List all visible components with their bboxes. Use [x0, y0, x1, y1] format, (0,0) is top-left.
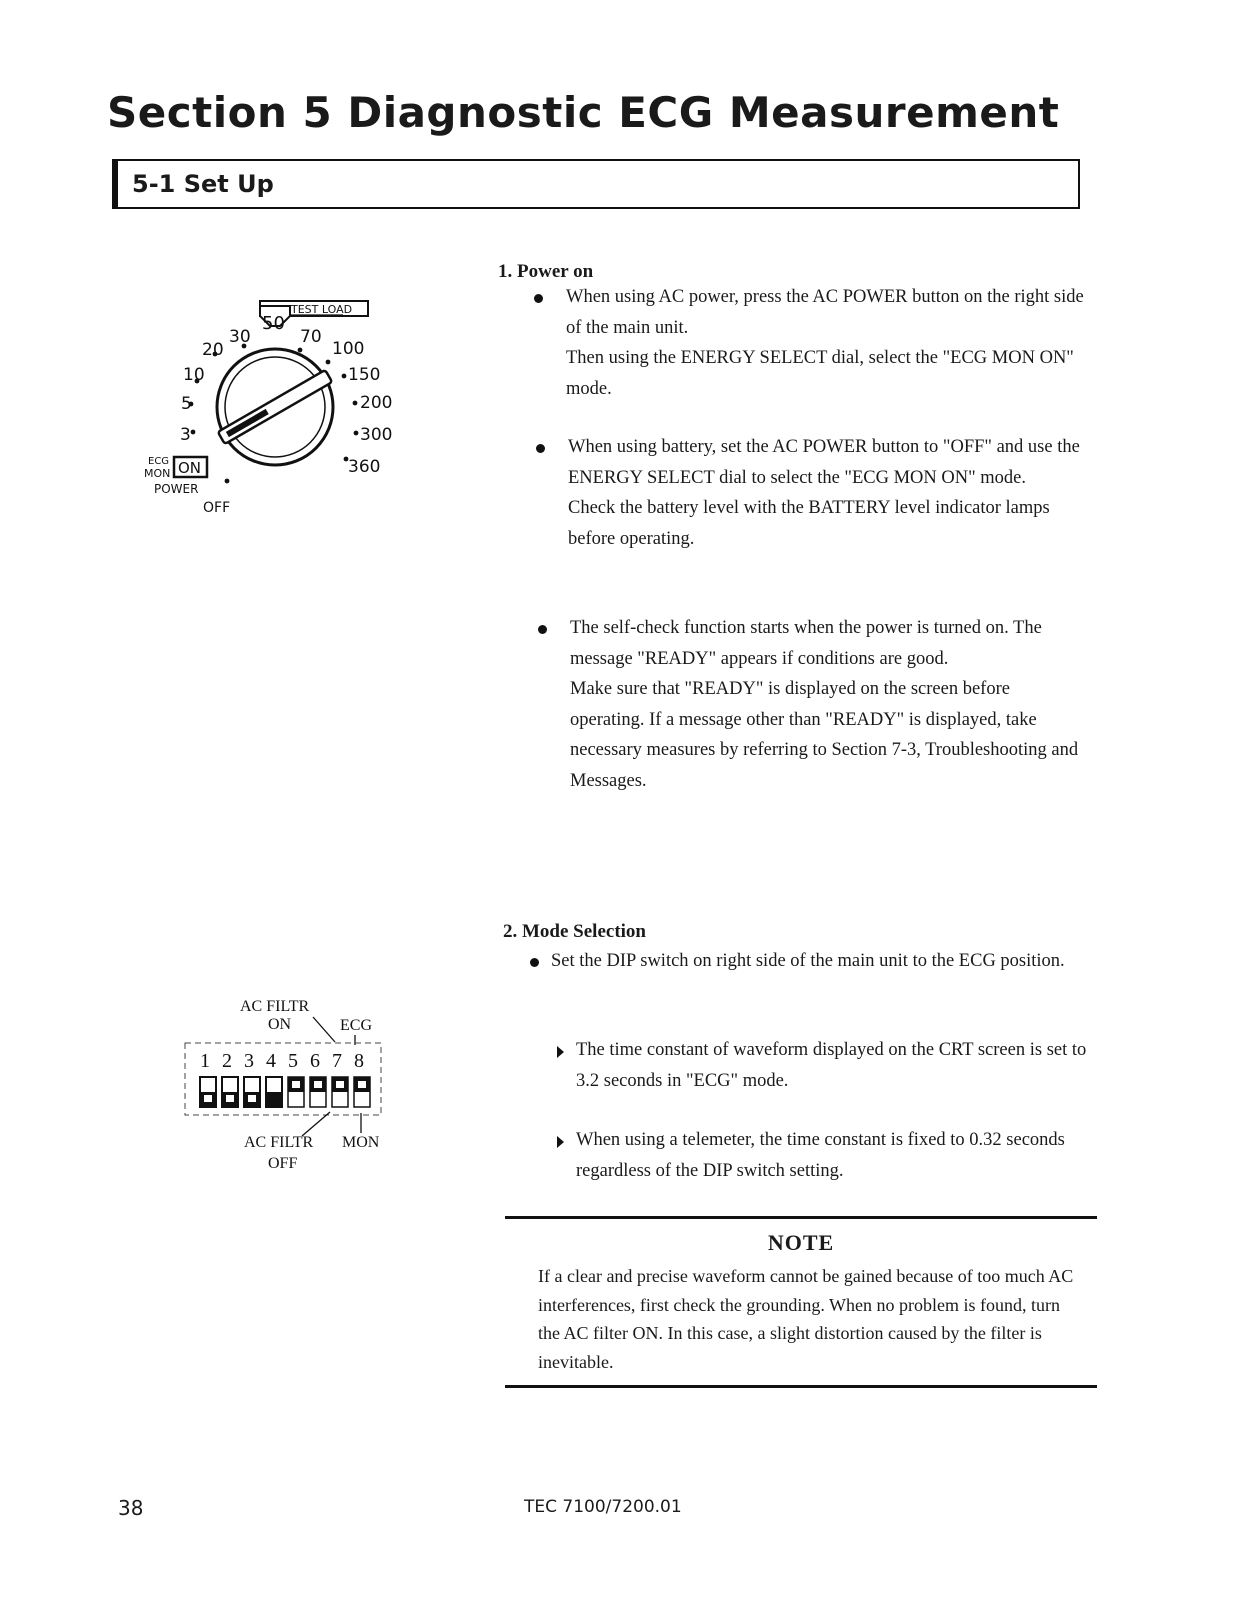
dial-value-70: 70 — [300, 327, 322, 347]
step1-bullet-1-text-2: Then using the ENERGY SELECT dial, select the "ECG MON ON" mode. — [566, 348, 1074, 399]
step2-subitem-1 — [576, 1035, 1090, 1096]
note-heading: NOTE — [767, 1230, 835, 1255]
dip-number-2: 2 — [222, 1050, 232, 1072]
test-load-label: TEST LOAD — [291, 303, 353, 316]
dip-number-7: 7 — [332, 1050, 342, 1072]
step2-bullet — [551, 946, 1088, 977]
dial-value-360: 360 — [348, 457, 381, 477]
bullet-icon — [536, 444, 545, 453]
dip-number-5: 5 — [288, 1050, 298, 1072]
bullet-icon — [538, 625, 547, 634]
step2-subitem-2-text: When using a telemeter, the time constant is fixed to 0.32 seconds regardless of the DIP switch setting. — [576, 1130, 1065, 1181]
dial-value-10: 10 — [183, 365, 205, 385]
dip-number-8: 8 — [354, 1050, 364, 1072]
dial-value-30: 30 — [229, 327, 251, 347]
note-text: If a clear and precise waveform cannot be gained because of too much AC interferences, first check the grounding. When no problem is found, turn the AC filter ON. In this case, a slight distortion caused by the filter is inevitable. — [538, 1266, 1074, 1372]
mon-label: MON — [144, 467, 171, 480]
power-label: POWER — [154, 482, 199, 496]
dip-number-1: 1 — [200, 1050, 210, 1072]
ac-filtr-on-label: ON — [268, 1016, 292, 1033]
step1-bullet-3-text-2: Make sure that "READY" is displayed on the screen before operating. If a message other than "READY" is displayed, take necessary measures by referring to Section 7-3, Troubleshooting and Messages. — [570, 679, 1079, 791]
ac-filtr-bottom-label: AC FILTR — [244, 1134, 314, 1151]
step1-bullet-1 — [566, 282, 1084, 404]
ac-filtr-off-label: OFF — [268, 1155, 298, 1172]
triangle-bullet-icon — [557, 1136, 564, 1148]
dial-value-20: 20 — [202, 340, 224, 360]
step2-heading: 2. Mode Selection — [503, 921, 647, 942]
step1-bullet-2 — [568, 432, 1084, 554]
dip-number-3: 3 — [244, 1050, 254, 1072]
bullet-icon — [530, 958, 539, 967]
energy-select-dial-figure — [140, 296, 410, 521]
dial-value-300: 300 — [360, 425, 393, 445]
step1-bullet-3-text: The self-check function starts when the power is turned on. The message "READY" appears if conditions are good. — [570, 618, 1042, 669]
step2-bullet-text: Set the DIP switch on right side of the main unit to the ECG position. — [551, 951, 1065, 971]
ecg-mon-on-label: ON — [178, 459, 202, 477]
ac-filtr-top-label: AC FILTR — [240, 998, 310, 1015]
page-number: 38 — [118, 1496, 144, 1520]
step1-heading: 1. Power on — [498, 261, 594, 282]
step2-subitem-1-text: The time constant of waveform displayed on the CRT screen is set to 3.2 seconds in "ECG" mode. — [576, 1040, 1087, 1091]
step1-bullet-2-text-2: Check the battery level with the BATTERY level indicator lamps before operating. — [568, 498, 1050, 549]
bullet-icon — [534, 294, 543, 303]
ecg-position-label: ECG — [340, 1017, 372, 1034]
subsection-title: 5-1 Set Up — [132, 170, 274, 198]
dial-value-3: 3 — [180, 425, 191, 445]
dial-value-100: 100 — [332, 339, 365, 359]
dip-number-6: 6 — [310, 1050, 320, 1072]
dial-value-5: 5 — [181, 394, 192, 414]
document-code: TEC 7100/7200.01 — [524, 1497, 682, 1517]
step1-bullet-3 — [570, 613, 1084, 796]
step1-bullet-2-text: When using battery, set the AC POWER button to "OFF" and use the ENERGY SELECT dial to select the "ECG MON ON" mode. — [568, 437, 1080, 488]
dial-value-200: 200 — [360, 393, 393, 413]
off-label: OFF — [203, 500, 231, 516]
step1-bullet-1-text: When using AC power, press the AC POWER button on the right side of the main unit. — [566, 287, 1084, 338]
note-top-rule — [505, 1216, 1097, 1219]
mon-position-label: MON — [342, 1134, 380, 1151]
step2-subitem-2 — [576, 1125, 1090, 1186]
dial-value-50: 50 — [262, 313, 285, 334]
ecg-label: ECG — [148, 456, 170, 467]
dip-number-4: 4 — [266, 1050, 276, 1072]
triangle-bullet-icon — [557, 1046, 564, 1058]
subsection-header — [112, 159, 1080, 209]
dip-switch-figure — [180, 995, 390, 1175]
dial-value-150: 150 — [348, 365, 381, 385]
page-title: Section 5 Diagnostic ECG Measurement — [107, 88, 1060, 137]
note-bottom-rule — [505, 1385, 1097, 1388]
